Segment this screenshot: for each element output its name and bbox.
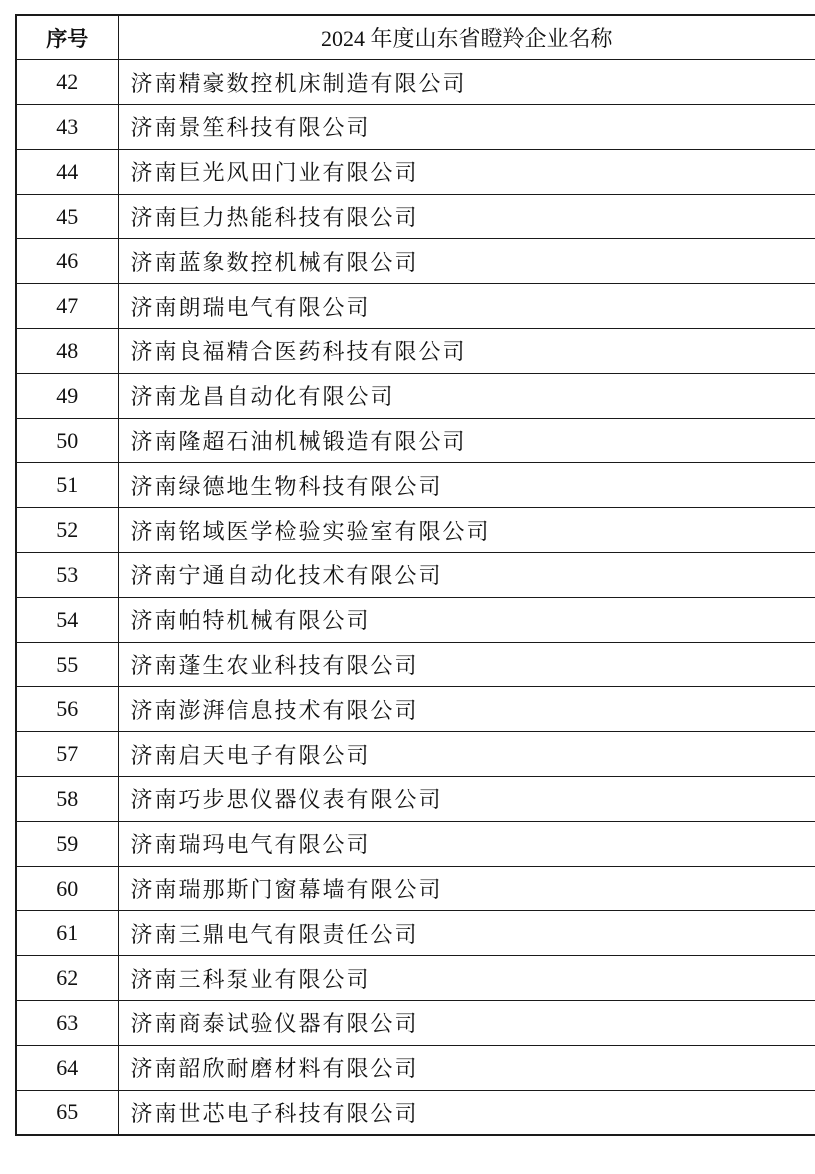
enterprise-name-cell: 济南澎湃信息技术有限公司 [118, 687, 815, 732]
enterprise-name-cell: 济南隆超石油机械锻造有限公司 [118, 418, 815, 463]
serial-number-cell: 58 [16, 777, 118, 822]
serial-number-cell: 57 [16, 732, 118, 777]
enterprise-name-cell: 济南宁通自动化技术有限公司 [118, 553, 815, 598]
serial-number-cell: 43 [16, 105, 118, 150]
table-row [16, 597, 815, 642]
table-row [16, 911, 815, 956]
table-row [16, 732, 815, 777]
enterprise-name-cell: 济南巧步思仪器仪表有限公司 [118, 777, 815, 822]
serial-number-cell: 62 [16, 956, 118, 1001]
serial-number-cell: 64 [16, 1045, 118, 1090]
serial-number-cell: 50 [16, 418, 118, 463]
serial-number-cell: 55 [16, 642, 118, 687]
table-row [16, 508, 815, 553]
enterprise-name-cell: 济南蓬生农业科技有限公司 [118, 642, 815, 687]
serial-number-cell: 60 [16, 866, 118, 911]
serial-number-cell: 54 [16, 597, 118, 642]
enterprise-name-cell: 济南世芯电子科技有限公司 [118, 1090, 815, 1135]
enterprise-name-cell: 济南景笙科技有限公司 [118, 105, 815, 150]
enterprise-name-cell: 济南三科泵业有限公司 [118, 956, 815, 1001]
enterprise-name-cell: 济南巨力热能科技有限公司 [118, 194, 815, 239]
header-enterprise-name: 2024 年度山东省瞪羚企业名称 [118, 15, 815, 60]
enterprise-name-cell: 济南巨光风田门业有限公司 [118, 149, 815, 194]
enterprise-name-cell: 济南朗瑞电气有限公司 [118, 284, 815, 329]
serial-number-cell: 44 [16, 149, 118, 194]
enterprise-name-cell: 济南铭域医学检验实验室有限公司 [118, 508, 815, 553]
table-row [16, 1001, 815, 1046]
table-row [16, 418, 815, 463]
enterprise-name-cell: 济南帕特机械有限公司 [118, 597, 815, 642]
serial-number-cell: 59 [16, 821, 118, 866]
enterprise-name-cell: 济南良福精合医药科技有限公司 [118, 329, 815, 374]
serial-number-cell: 61 [16, 911, 118, 956]
serial-number-cell: 46 [16, 239, 118, 284]
table-row [16, 1045, 815, 1090]
document-page [15, 14, 815, 1136]
serial-number-cell: 49 [16, 373, 118, 418]
table-row [16, 777, 815, 822]
table-row [16, 284, 815, 329]
enterprise-name-cell: 济南精豪数控机床制造有限公司 [118, 60, 815, 105]
table-row [16, 687, 815, 732]
serial-number-cell: 63 [16, 1001, 118, 1046]
serial-number-cell: 42 [16, 60, 118, 105]
table-row [16, 194, 815, 239]
table-body [16, 60, 815, 1135]
enterprise-name-cell: 济南绿德地生物科技有限公司 [118, 463, 815, 508]
serial-number-cell: 51 [16, 463, 118, 508]
enterprise-name-cell: 济南商泰试验仪器有限公司 [118, 1001, 815, 1046]
enterprise-name-cell: 济南瑞玛电气有限公司 [118, 821, 815, 866]
enterprise-name-cell: 济南龙昌自动化有限公司 [118, 373, 815, 418]
serial-number-cell: 48 [16, 329, 118, 374]
table-row [16, 60, 815, 105]
enterprise-name-cell: 济南三鼎电气有限责任公司 [118, 911, 815, 956]
table-row [16, 642, 815, 687]
enterprise-name-cell: 济南韶欣耐磨材料有限公司 [118, 1045, 815, 1090]
header-serial-number: 序号 [16, 15, 118, 60]
table-row [16, 866, 815, 911]
table-row [16, 463, 815, 508]
serial-number-cell: 47 [16, 284, 118, 329]
table-row [16, 373, 815, 418]
table-row [16, 956, 815, 1001]
enterprise-name-cell: 济南瑞那斯门窗幕墙有限公司 [118, 866, 815, 911]
table-row [16, 1090, 815, 1135]
table-row [16, 239, 815, 284]
table-row [16, 553, 815, 598]
serial-number-cell: 53 [16, 553, 118, 598]
serial-number-cell: 65 [16, 1090, 118, 1135]
table-row [16, 329, 815, 374]
table-row [16, 105, 815, 150]
serial-number-cell: 45 [16, 194, 118, 239]
enterprise-name-cell: 济南启天电子有限公司 [118, 732, 815, 777]
serial-number-cell: 56 [16, 687, 118, 732]
table-header-row [16, 15, 815, 60]
table-row [16, 821, 815, 866]
serial-number-cell: 52 [16, 508, 118, 553]
enterprise-name-cell: 济南蓝象数控机械有限公司 [118, 239, 815, 284]
table-row [16, 149, 815, 194]
enterprise-table [15, 14, 815, 1136]
